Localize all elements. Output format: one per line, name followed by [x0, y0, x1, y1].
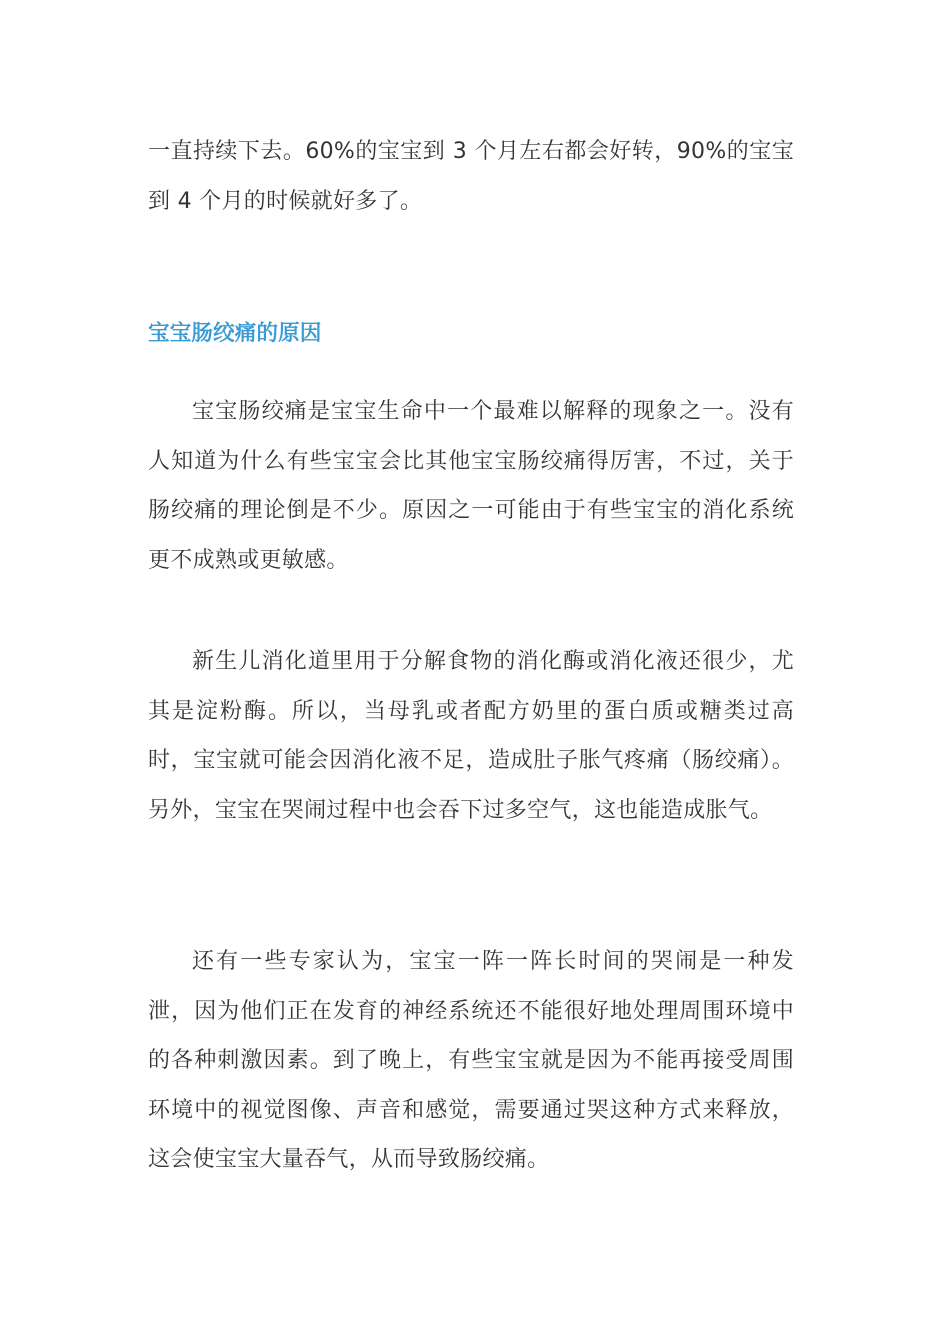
paragraph-1: 宝宝肠绞痛是宝宝生命中一个最难以解释的现象之一。没有人知道为什么有些宝宝会比其他宝宝肠绞痛得厉害，不过，关于肠绞痛的理论倒是不少。原因之一可能由于有些宝宝的消化系统更不成熟或更敏感。	[148, 399, 794, 573]
section-heading: 宝宝肠绞痛的原因	[148, 321, 322, 346]
paragraph-3: 还有一些专家认为，宝宝一阵一阵长时间的哭闹是一种发泄，因为他们正在发育的神经系统还不能很好地处理周围环境中的各种刺激因素。到了晚上，有些宝宝就是因为不能再接受周围环境中的视觉图像、声音和感觉，需要通过哭这种方式来释放，这会使宝宝大量吞气，从而导致肠绞痛。	[148, 949, 794, 1172]
continued-paragraph: 一直持续下去。60%的宝宝到 3 个月左右都会好转，90%的宝宝到 4 个月的时候就好多了。	[148, 139, 794, 214]
paragraph-2: 新生儿消化道里用于分解食物的消化酶或消化液还很少，尤其是淀粉酶。所以，当母乳或者配方奶里的蛋白质或糖类过高时，宝宝就可能会因消化液不足，造成肚子胀气疼痛（肠绞痛）。另外，宝宝在哭闹过程中也会吞下过多空气，这也能造成胀气。	[148, 649, 794, 823]
document-page	[148, 127, 794, 1172]
